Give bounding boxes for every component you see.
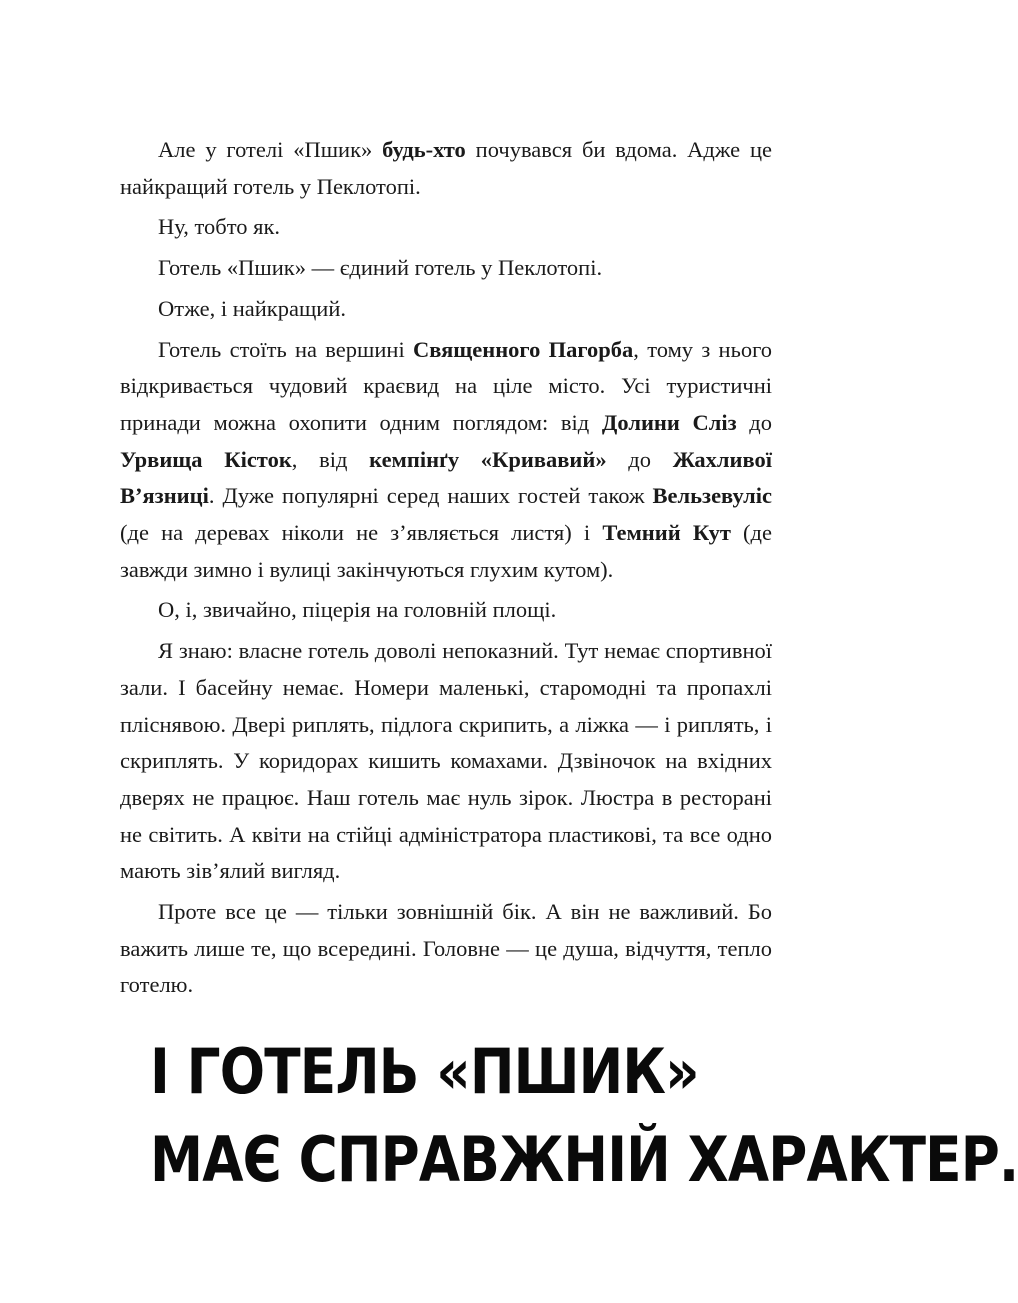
text-run: до xyxy=(606,446,673,472)
paragraph-7 xyxy=(120,633,772,890)
text-run: О, і, звичайно, піцерія на головній площі. xyxy=(158,597,557,623)
headline-line-1: І ГОТЕЛЬ «ПШИК» xyxy=(150,1035,699,1108)
text-run: Ну, тобто як. xyxy=(158,214,281,240)
text-run: Отже, і найкращий. xyxy=(158,295,346,321)
text-run: (де на деревах ніколи не з’являється листя) і xyxy=(120,520,603,546)
text-run: . Дуже популярні серед наших гостей також xyxy=(208,483,653,509)
bold-run: Вельзевуліс xyxy=(652,483,772,509)
paragraph-1 xyxy=(120,132,772,205)
bold-run: Священного Пагорба xyxy=(412,336,634,362)
bold-run: будь-хто xyxy=(382,137,466,162)
text-run: почувався би вдома. Адже це найкращий готель у Пеклотопі. xyxy=(120,137,772,199)
text-run: Але у готелі «Пшик» xyxy=(158,137,383,162)
body-text xyxy=(120,132,772,1004)
text-run: (де завжди зимно і вулиці закінчуються глухим кутом). xyxy=(120,520,772,582)
text-run: Я знаю: власне готель доволі непоказний. Тут немає спортивної зали. І басейну немає. Номери маленькі, старомодні та пропахлі пліснявою. Двері риплять, підлога скрипить, а ліжка — і риплять, і скриплять. У коридорах кишить комахами. Дзвіночок на вхідних дверях не працює. Наш готель має нуль зірок. Люстра в ресторані не світить. А квіти на стійці адміністратора пластикові, та все одно мають зів’ялий вигляд. xyxy=(120,638,772,884)
text-run: Готель стоїть на вершині xyxy=(158,336,413,362)
bold-run: Жахливої В’язниці xyxy=(120,446,772,509)
paragraph-4 xyxy=(120,291,772,328)
paragraph-3 xyxy=(120,250,772,287)
bold-run: кемпінґу «Кривавий» xyxy=(369,446,607,472)
display-headline xyxy=(150,1028,1018,1204)
paragraph-5 xyxy=(120,332,772,589)
bold-run: Темний Кут xyxy=(602,520,731,546)
text-run: , від xyxy=(291,446,370,472)
text-run: до xyxy=(736,409,772,435)
headline-line-2: МАЄ СПРАВЖНІЙ ХАРАКТЕР. xyxy=(150,1123,1018,1196)
text-run: Готель «Пшик» — єдиний готель у Пеклотопі. xyxy=(158,255,603,281)
text-run: , тому з нього відкривається чудовий краєвид на ціле місто. Усі туристичні принади можна охопити одним поглядом: від xyxy=(120,336,772,435)
paragraph-2 xyxy=(120,209,772,246)
paragraph-6 xyxy=(120,592,772,629)
paragraph-8 xyxy=(120,894,772,1004)
bold-run: Долини Сліз xyxy=(601,409,737,435)
bold-run: Урвища Кісток xyxy=(120,446,292,472)
text-run: Проте все це — тільки зовнішній бік. А він не важливий. Бо важить лише те, що всередині. Головне — це душа, відчуття, тепло готелю. xyxy=(120,899,772,998)
